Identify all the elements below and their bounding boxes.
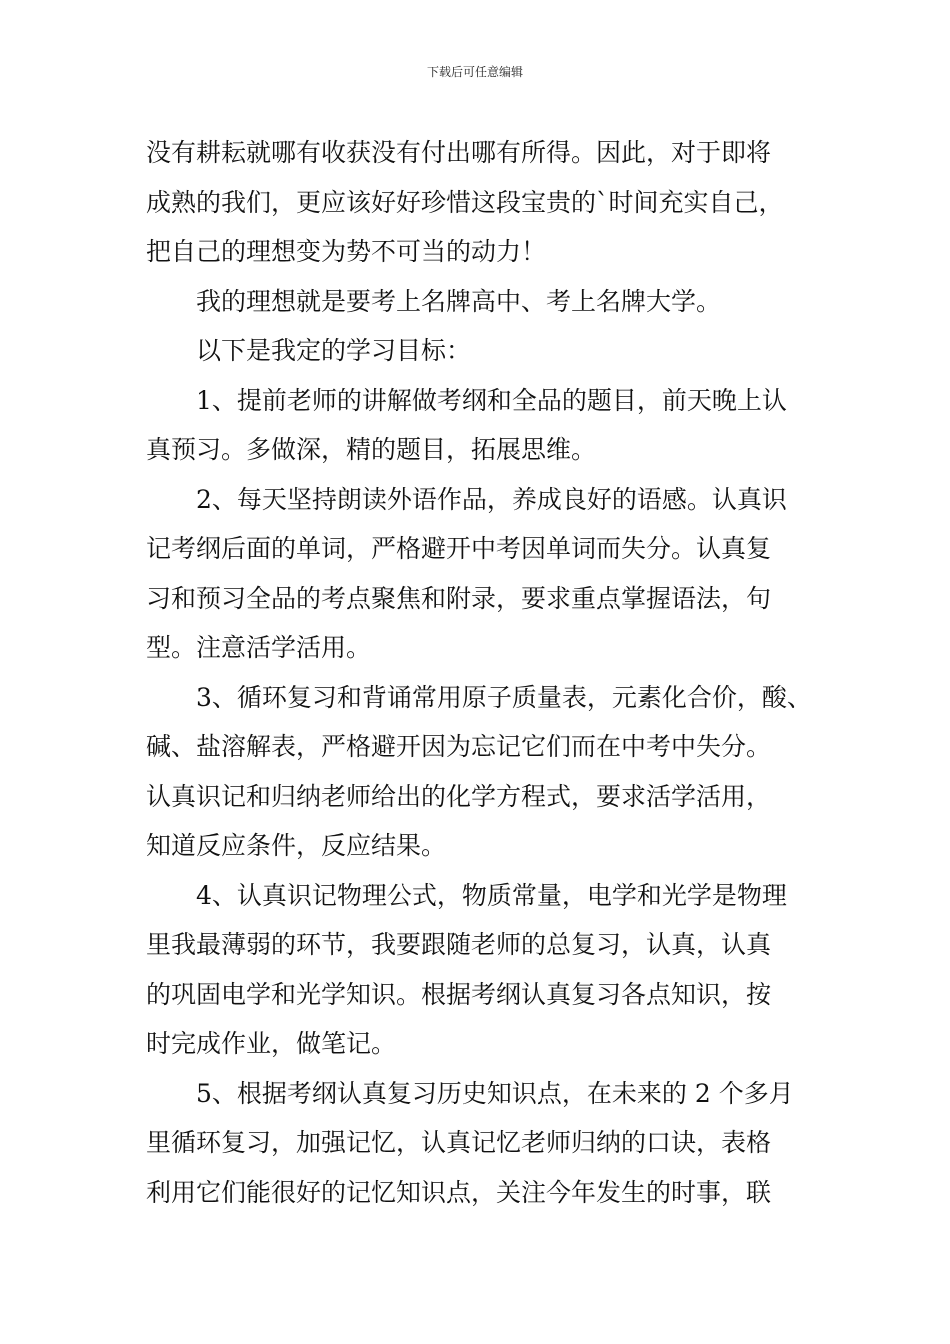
document-body [146,128,826,1217]
text-line: 里我最薄弱的环节，我要跟随老师的总复习，认真，认真 [146,930,772,959]
text-line: 5、根据考纲认真复习历史知识点，在未来的 2 个多月 [196,1078,794,1108]
page-header: 下载后可任意编辑 [426,65,523,79]
text-line: 2、每天坚持朗读外语作品，养成良好的语感。认真识 [196,484,787,514]
text-line: 碱、盐溶解表，严格避开因为忘记它们而在中考中失分。 [146,732,772,761]
text-line: 时完成作业，做笔记。 [146,1029,397,1058]
text-line: 真预习。多做深，精的题目，拓展思维。 [146,435,597,464]
text-line: 3、循环复习和背诵常用原子质量表，元素化合价，酸、 [196,682,812,712]
text-line: 4、认真识记物理公式，物质常量，电学和光学是物理 [196,880,787,910]
text-line: 1、提前老师的讲解做考纲和全品的题目，前天晚上认 [196,385,787,415]
text-line: 以下是我定的学习目标： [196,336,472,365]
text-line: 没有耕耘就哪有收获没有付出哪有所得。因此，对于即将 [146,138,772,167]
text-line: 成熟的我们，更应该好好珍惜这段宝贵的`时间充实自己， [146,187,784,217]
text-line: 知道反应条件，反应结果。 [146,831,447,860]
text-line: 里循环复习，加强记忆，认真记忆老师归纳的口诀，表格 [146,1128,772,1157]
text-line: 利用它们能很好的记忆知识点，关注今年发生的时事，联 [146,1177,772,1207]
text-line: 我的理想就是要考上名牌高中、考上名牌大学。 [196,286,722,316]
text-line: 把自己的理想变为势不可当的动力！ [146,237,547,266]
text-line: 的巩固电学和光学知识。根据考纲认真复习各点知识，按 [146,979,772,1009]
text-line: 习和预习全品的考点聚焦和附录，要求重点掌握语法，句 [146,583,772,613]
text-line: 认真识记和归纳老师给出的化学方程式，要求活学活用， [146,781,772,811]
text-line: 型。注意活学活用。 [146,633,372,662]
text-line: 记考纲后面的单词，严格避开中考因单词而失分。认真复 [146,534,772,563]
